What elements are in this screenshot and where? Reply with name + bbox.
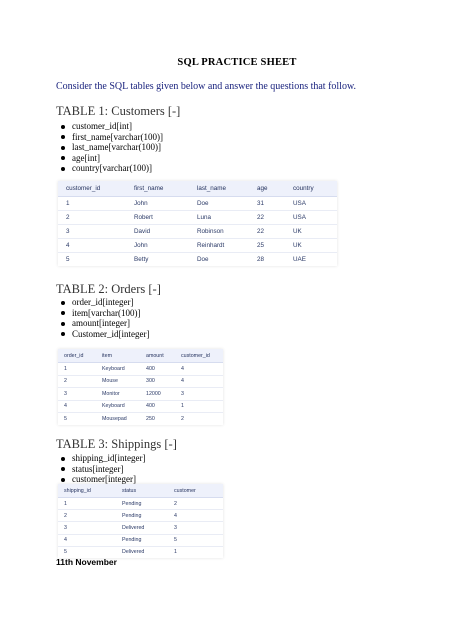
table-cell: Keyboard: [96, 400, 140, 413]
table-cell: 22: [249, 225, 285, 239]
column-item: status[integer]: [58, 464, 146, 475]
header-cell: customer_id: [58, 181, 126, 197]
table-cell: 2: [168, 498, 223, 510]
table-cell: Delivered: [122, 549, 145, 556]
table-row: [58, 388, 223, 401]
table-cell: 3: [58, 225, 126, 239]
table-cell: 2: [58, 211, 126, 225]
table-2-heading: TABLE 2: Orders [-]: [56, 282, 161, 296]
table-cell: John: [126, 239, 189, 253]
header-cell: country: [285, 181, 337, 197]
table-cell: 4: [58, 534, 116, 546]
table-cell: 2: [58, 375, 96, 388]
shippings-table: [58, 484, 223, 558]
table-cell: 3: [168, 522, 223, 534]
table-cell: 2: [58, 510, 116, 522]
column-item: shipping_id[integer]: [58, 453, 146, 464]
header-cell: order_id: [58, 349, 96, 363]
column-item: Customer_id[integer]: [58, 329, 149, 340]
header-cell: shipping_id: [58, 484, 116, 498]
table-row: [58, 413, 223, 425]
table-cell: 4: [168, 510, 223, 522]
table-cell: 3: [58, 388, 96, 401]
table-1-heading: TABLE 1: Customers [-]: [56, 104, 181, 118]
column-item: amount[integer]: [58, 318, 149, 329]
table-cell: 12000: [140, 388, 175, 401]
table-cell: Mouse: [96, 375, 140, 388]
table-cell: David: [126, 225, 189, 239]
table-row: [58, 197, 337, 211]
page-title: SQL PRACTICE SHEET: [177, 57, 297, 68]
table-cell: UK: [285, 239, 337, 253]
header-cell: status: [116, 484, 168, 498]
column-item: order_id[integer]: [58, 297, 149, 308]
table-cell: 1: [175, 400, 223, 413]
column-item: customer[integer]: [58, 474, 146, 485]
table-row: [58, 211, 337, 225]
table-cell: 28: [257, 256, 265, 263]
table-cell: Doe: [189, 197, 249, 211]
header-cell: age: [249, 181, 285, 197]
table-cell: 5: [64, 415, 67, 422]
table-cell: 250: [146, 415, 155, 422]
table-row: [58, 534, 223, 546]
orders-table: [58, 349, 223, 425]
table-cell: Reinhardt: [189, 239, 249, 253]
header-cell: customer_id: [175, 349, 223, 363]
table-header-row: [58, 349, 223, 363]
table-cell: John: [126, 197, 189, 211]
table-cell: Pending: [116, 534, 168, 546]
table-cell: Mousepad: [102, 415, 127, 422]
header-cell: last_name: [189, 181, 249, 197]
table-cell: Pending: [116, 498, 168, 510]
table-cell: 3: [58, 522, 116, 534]
table-row: [58, 522, 223, 534]
table-cell: UK: [285, 225, 337, 239]
table-row: [58, 400, 223, 413]
table-cell: 22: [249, 211, 285, 225]
table-cell: Monitor: [96, 388, 140, 401]
table-cell: 1: [58, 498, 116, 510]
table-cell: 300: [140, 375, 175, 388]
table-header-row: [58, 484, 223, 498]
table-cell: Keyboard: [96, 363, 140, 376]
table-cell: Betty: [134, 256, 149, 263]
table-cell: 5: [66, 256, 70, 263]
column-item: customer_id[int]: [58, 121, 163, 132]
table-cell: Delivered: [116, 522, 168, 534]
table-cell: UAE: [293, 256, 306, 263]
table-2-column-list: [58, 297, 149, 339]
table-cell: Robert: [126, 211, 189, 225]
table-3-heading: TABLE 3: Shippings [-]: [56, 437, 177, 451]
table-cell: 25: [249, 239, 285, 253]
column-item: item[varchar(100)]: [58, 308, 149, 319]
header-cell: amount: [140, 349, 175, 363]
table-cell: 4: [175, 375, 223, 388]
table-cell: 400: [140, 400, 175, 413]
table-cell: 31: [249, 197, 285, 211]
table-cell: Pending: [116, 510, 168, 522]
table-cell: 2: [181, 415, 184, 422]
header-cell: customer: [168, 484, 223, 498]
table-cell: Doe: [197, 256, 209, 263]
table-cell: USA: [285, 197, 337, 211]
table-cell: 1: [174, 549, 177, 556]
table-cell: 4: [58, 239, 126, 253]
table-cell: 5: [64, 549, 67, 556]
table-cell: USA: [285, 211, 337, 225]
header-cell: item: [96, 349, 140, 363]
table-row: [58, 510, 223, 522]
date-label: 11th November: [56, 557, 117, 567]
table-row: [58, 225, 337, 239]
table-cell: 4: [175, 363, 223, 376]
column-item: country[varchar(100)]: [58, 163, 163, 174]
table-header-row: [58, 181, 337, 197]
table-cell: 4: [58, 400, 96, 413]
table-cell: Luna: [189, 211, 249, 225]
table-1-column-list: [58, 121, 163, 174]
table-row: [58, 239, 337, 253]
column-item: age[int]: [58, 153, 163, 164]
table-cell: 1: [58, 197, 126, 211]
customers-table: [58, 181, 337, 266]
header-cell: first_name: [126, 181, 189, 197]
intro-text: Consider the SQL tables given below and answer the questions that follow.: [56, 81, 357, 92]
table-row: [58, 498, 223, 510]
table-cell: 3: [175, 388, 223, 401]
table-cell: Robinson: [189, 225, 249, 239]
table-cell: 5: [168, 534, 223, 546]
column-item: first_name[varchar(100)]: [58, 132, 163, 143]
table-row: [58, 375, 223, 388]
table-cell: 1: [58, 363, 96, 376]
table-row: [58, 253, 337, 267]
table-row: [58, 363, 223, 376]
table-cell: 400: [140, 363, 175, 376]
table-3-column-list: [58, 453, 146, 485]
column-item: last_name[varchar(100)]: [58, 142, 163, 153]
